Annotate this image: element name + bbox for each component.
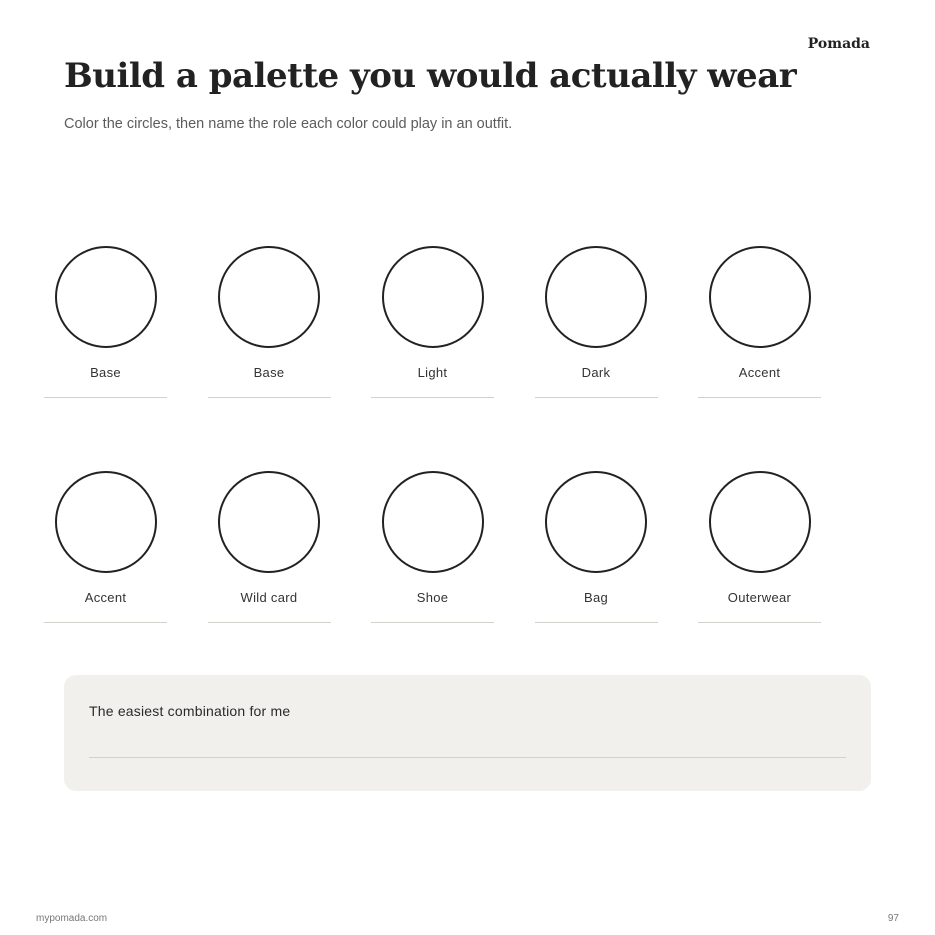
combination-note-panel [64,675,871,791]
footer-page-number: 97 [887,913,899,924]
swatch-write-line[interactable] [698,622,821,623]
swatch-label: Wild card [240,590,298,605]
swatch-accent-2 [44,471,167,623]
page-title: Build a palette you would actually wear [64,56,797,96]
footer-website: mypomada.com [36,913,108,924]
page-subtitle: Color the circles, then name the role each color could play in an outfit. [64,116,513,132]
swatch-bag [535,471,658,623]
swatch-label: Outerwear [727,590,792,605]
swatch-label: Dark [581,365,611,380]
swatch-write-line[interactable] [44,397,167,398]
swatch-write-line[interactable] [208,622,331,623]
combination-write-line[interactable] [89,757,846,758]
swatch-light [371,246,494,398]
color-circle[interactable] [382,471,484,573]
color-circle[interactable] [218,471,320,573]
swatch-label: Light [417,365,448,380]
swatch-label: Accent [738,365,781,380]
swatch-base-2 [208,246,331,398]
brand-logo: Pomada [807,36,870,52]
color-circle[interactable] [55,246,157,348]
swatch-label: Bag [583,590,609,605]
swatch-label: Accent [84,590,127,605]
color-circle[interactable] [545,471,647,573]
swatch-wild-card [208,471,331,623]
combination-note-label: The easiest combination for me [89,703,291,719]
swatch-write-line[interactable] [535,397,658,398]
color-circle[interactable] [709,471,811,573]
color-circle[interactable] [55,471,157,573]
swatch-label: Shoe [416,590,449,605]
color-circle[interactable] [709,246,811,348]
swatch-write-line[interactable] [208,397,331,398]
swatch-write-line[interactable] [44,622,167,623]
swatch-accent-1 [698,246,821,398]
swatch-write-line[interactable] [698,397,821,398]
swatch-label: Base [90,365,121,380]
color-circle[interactable] [218,246,320,348]
palette-grid [44,246,824,623]
swatch-write-line[interactable] [371,397,494,398]
color-circle[interactable] [382,246,484,348]
swatch-base-1 [44,246,167,398]
swatch-outerwear [698,471,821,623]
swatch-label: Base [253,365,285,380]
swatch-write-line[interactable] [535,622,658,623]
color-circle[interactable] [545,246,647,348]
swatch-write-line[interactable] [371,622,494,623]
swatch-dark [535,246,658,398]
swatch-shoe [371,471,494,623]
